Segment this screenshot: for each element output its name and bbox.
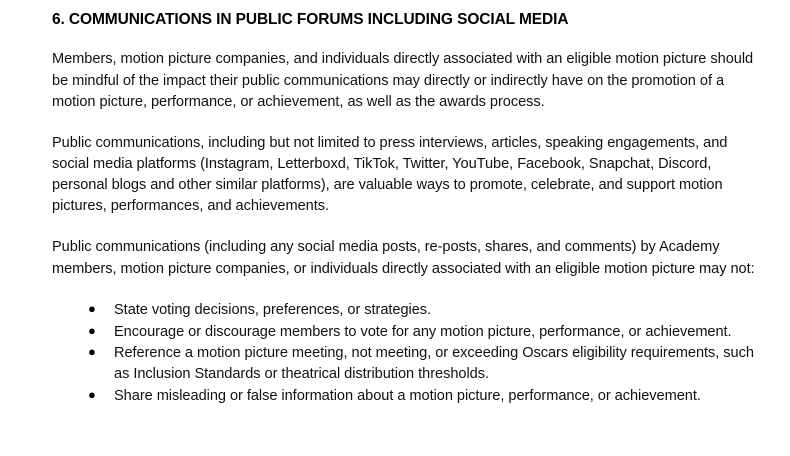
- list-item: [80, 386, 756, 407]
- list-item-label: State voting decisions, preferences, or strategies.: [114, 301, 432, 318]
- list-item-label: Share misleading or false information about a motion picture, performance, or achievement.: [114, 387, 701, 404]
- bullet-dot-icon: ●: [88, 344, 96, 360]
- paragraph-3: Public communications (including any social media posts, re-posts, shares, and comments) by Academy members, motion picture companies, or individuals directly associated with an eligible motion picture may not:: [52, 239, 755, 277]
- list-item-label: Encourage or discourage members to vote for any motion picture, performance, or achievement.: [114, 323, 732, 340]
- bullet-dot-icon: ●: [88, 322, 96, 338]
- list-item-label: Reference a motion picture meeting, not meeting, or exceeding Oscars eligibility requirements, such as Inclusion Standards or theatrical distribution thresholds.: [114, 345, 754, 382]
- paragraph-1: Members, motion picture companies, and individuals directly associated with an eligible motion picture should be mindful of the impact their public communications may directly or indirectly have on the promotion of a motion picture, performance, or achievement, as well as the awards process.: [52, 51, 754, 110]
- bullet-dot-icon: ●: [88, 386, 96, 402]
- page-title: 6. COMMUNICATIONS IN PUBLIC FORUMS INCLUDING SOCIAL MEDIA: [52, 11, 569, 28]
- bullet-dot-icon: ●: [88, 300, 96, 316]
- list-item: [80, 300, 756, 321]
- restrictions-list: [52, 300, 756, 407]
- list-item: [80, 322, 756, 343]
- list-item: [80, 343, 756, 384]
- paragraph-2: Public communications, including but not limited to press interviews, articles, speaking engagements, and social media platforms (Instagram, Letterboxd, TikTok, Twitter, YouTube, Facebook, Snapchat, Discord, personal blogs and other similar platforms), are valuable ways to promote, celebrate, and support motion pictures, performances, and achievements.: [52, 134, 728, 215]
